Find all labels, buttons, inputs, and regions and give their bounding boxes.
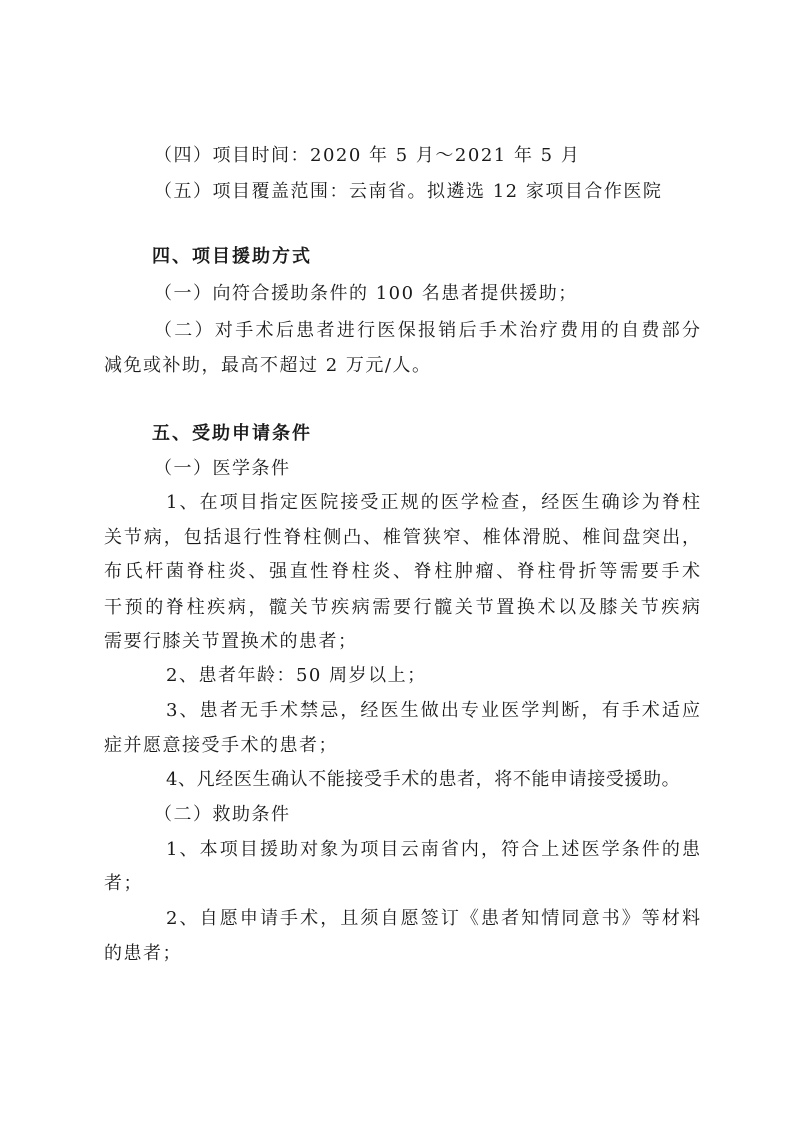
medical-condition-3-line-2: 症并愿意接受手术的患者； (104, 735, 338, 756)
aid-condition-2-line-2: 的患者； (104, 943, 182, 964)
section4-paragraph-2-line-2: 减免或补助，最高不超过 2 万元/人。 (104, 355, 432, 376)
medical-condition-1-line-2: 关节病，包括退行性脊柱侧凸、椎管狭窄、椎体滑脱、椎间盘突出， (104, 527, 700, 548)
item-project-coverage: （五）项目覆盖范围：云南省。拟遴选 12 家项目合作医院 (154, 181, 663, 202)
medical-condition-1-line-5: 需要行膝关节置换术的患者； (104, 631, 358, 652)
medical-condition-1-line-4: 干预的脊柱疾病，髋关节疾病需要行髋关节置换术以及膝关节疾病 (104, 597, 700, 618)
item-project-time: （四）项目时间：2020 年 5 月～2021 年 5 月 (154, 145, 581, 166)
aid-condition-1-line-1: 1、本项目援助对象为项目云南省内，符合上述医学条件的患 (166, 839, 700, 860)
section4-heading: 四、项目援助方式 (152, 246, 312, 267)
medical-condition-1-line-3: 布氏杆菌脊柱炎、强直性脊柱炎、脊柱肿瘤、脊柱骨折等需要手术 (104, 561, 700, 582)
section5-heading: 五、受助申请条件 (152, 423, 312, 444)
aid-condition-2-line-1: 2、自愿申请手术，且须自愿签订《患者知情同意书》等材料 (166, 908, 700, 929)
medical-condition-1-line-1: 1、在项目指定医院接受正规的医学检查，经医生确诊为脊柱 (166, 492, 700, 513)
section4-paragraph-1: （一）向符合援助条件的 100 名患者提供援助； (154, 283, 578, 304)
medical-condition-3-line-1: 3、患者无手术禁忌，经医生做出专业医学判断，有手术适应 (166, 700, 700, 721)
aid-condition-1-line-2: 者； (104, 873, 143, 894)
subheading-medical-conditions: （一）医学条件 (154, 458, 291, 479)
medical-condition-4: 4、凡经医生确认不能接受手术的患者，将不能申请接受援助。 (166, 769, 681, 790)
medical-condition-2: 2、患者年龄：50 周岁以上； (166, 665, 427, 686)
section4-paragraph-2-line-1: （二）对手术后患者进行医保报销后手术治疗费用的自费部分 (154, 320, 700, 341)
subheading-aid-conditions: （二）救助条件 (154, 804, 291, 825)
